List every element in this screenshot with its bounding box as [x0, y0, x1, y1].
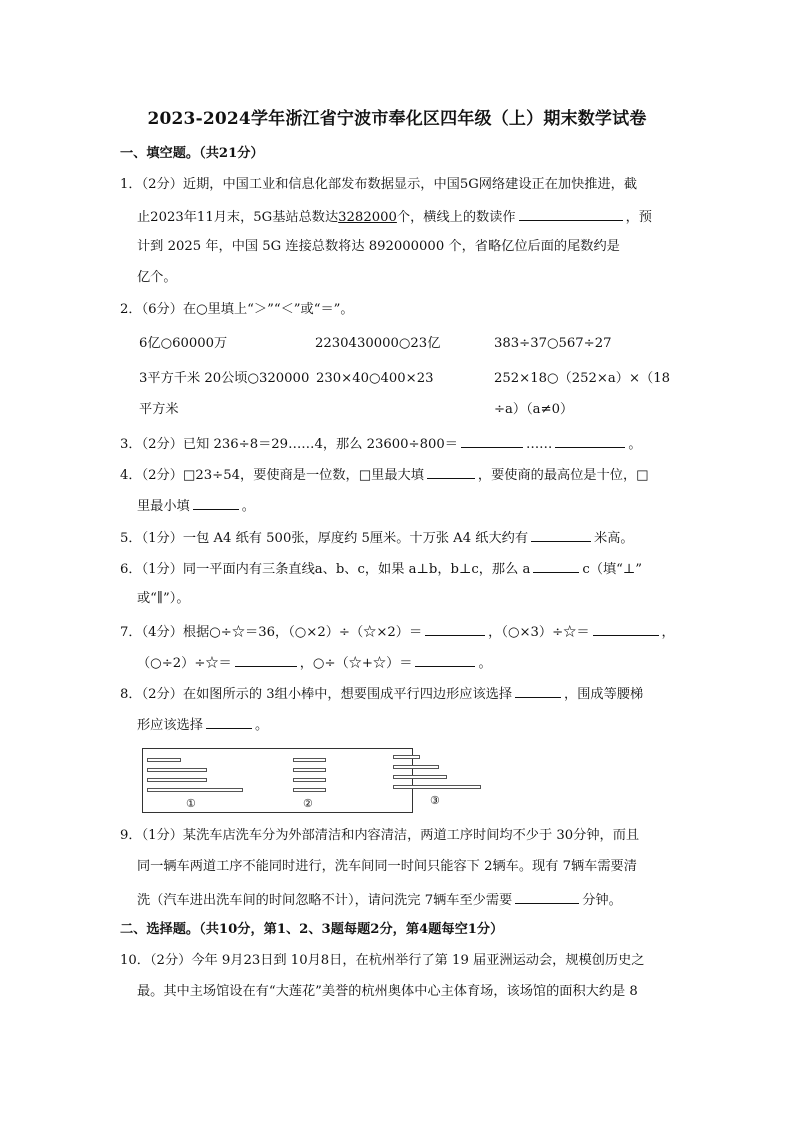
q9-text-b: 分钟。 — [582, 893, 622, 908]
q2-compare-3: 383÷37○567÷27 — [494, 336, 612, 351]
q1-text-b: 个，横线上的数读作 — [396, 210, 516, 225]
q8-text-a: 8．（2分）在如图所示的 3组小棒中，想要围成平行四边形应该选择 — [120, 687, 513, 702]
q2-compare-2: 2230430000○23亿 — [315, 336, 441, 351]
q3-text-b: …… — [525, 437, 553, 452]
q2-compare-4: 3平方千米 20公顷○320000 — [139, 371, 310, 386]
q6-line-2: 或“∥”）。 — [137, 591, 190, 606]
group-label-3: ③ — [430, 794, 440, 807]
q4-text-b: ，要使商的最高位是十位，□ — [477, 468, 649, 483]
q7-line-2 — [137, 653, 492, 673]
stick-group2-d — [293, 788, 326, 792]
q7-answer-blank-3[interactable] — [235, 653, 297, 667]
q7-text-c: ， — [661, 625, 675, 640]
q7-text-f: 。 — [478, 656, 492, 671]
q1-text-d: 亿个。 — [137, 270, 177, 285]
q2-compare-6-cont: ÷a）（a≠0） — [494, 402, 574, 417]
q7-answer-blank-1[interactable] — [425, 622, 485, 636]
q2-compare-4-cont: 平方米 — [139, 402, 179, 417]
stick-group1-c — [147, 778, 207, 782]
q9-answer-blank[interactable] — [515, 890, 579, 904]
q4-text-c: 里最小填 — [137, 499, 190, 514]
group-label-1: ① — [186, 797, 196, 810]
q4-answer-blank-1[interactable] — [427, 465, 475, 479]
q3-quotient-blank[interactable] — [461, 434, 523, 448]
q8-line-2 — [137, 715, 268, 735]
stick-group1-b — [147, 768, 207, 772]
q3-line — [120, 434, 642, 454]
q9-line-2: 同一辆车两道工序不能同时进行，洗车间同一时间只能容下 2辆车。现有 7辆车需要清 — [137, 859, 637, 874]
stick-group3-d — [393, 785, 481, 789]
q5-line — [120, 528, 634, 548]
q7-text-e: ，○÷（☆+☆）＝ — [299, 656, 413, 671]
q1-line-4 — [137, 269, 177, 287]
q3-remainder-blank[interactable] — [555, 434, 625, 448]
q6-answer-blank[interactable] — [533, 559, 579, 573]
q2-line-1: 2．（6分）在○里填上“＞”“＜”或“＝”。 — [120, 302, 354, 317]
q8-line-1 — [120, 684, 643, 704]
stick-group1-a — [147, 758, 181, 762]
sticks-figure — [142, 748, 440, 813]
q7-text-d: （○÷2）÷☆＝ — [137, 656, 232, 671]
q6-line-1 — [120, 559, 642, 579]
q8-text-b: ，围成等腰梯 — [564, 687, 644, 702]
q1-underlined-number: 3282000 — [338, 210, 397, 225]
q5-text-b: 米高。 — [594, 531, 634, 546]
exam-title: 2023-2024学年浙江省宁波市奉化区四年级（上）期末数学试卷 — [147, 109, 647, 129]
q8-text-c: 形应该选择 — [137, 718, 203, 733]
q1-line-2 — [137, 207, 652, 227]
q4-line-2 — [137, 496, 255, 516]
q10-line-2: 最。其中主场馆设在有“大莲花”美誉的杭州奥体中心主体育场，该场馆的面积大约是 8 — [137, 984, 638, 999]
q4-line-1 — [120, 465, 649, 485]
q4-answer-blank-2[interactable] — [193, 496, 239, 510]
q4-text-d: 。 — [241, 499, 255, 514]
q4-text-a: 4．（2分）□23÷54，要使商是一位数，□里最大填 — [120, 468, 424, 483]
q2-compare-6: 252×18○（252×a）×（18 — [494, 371, 670, 386]
group-label-2: ② — [303, 797, 313, 810]
q7-line-1 — [120, 622, 675, 642]
q5-answer-blank[interactable] — [531, 528, 591, 542]
q1-line-3: 计到 2025 年，中国 5G 连接总数将达 892000000 个，省略亿位后面的尾数约是 — [137, 239, 620, 254]
q7-answer-blank-4[interactable] — [415, 653, 475, 667]
q3-text-a: 3．（2分）已知 236÷8＝29……4，那么 23600÷800＝ — [120, 437, 458, 452]
q6-text-a: 6．（1分）同一平面内有三条直线a、b、c，如果 a⊥b，b⊥c，那么 a — [120, 562, 531, 577]
q2-compare-1: 6亿○60000万 — [139, 336, 228, 351]
q9-text-a: 洗（汽车进出洗车间的时间忽略不计），请问洗完 7辆车至少需要 — [137, 893, 513, 908]
q8-answer-blank-2[interactable] — [206, 715, 252, 729]
q1-line-1: 1．（2分）近期，中国工业和信息化部发布数据显示，中国5G网络建设正在加快推进，截 — [120, 177, 638, 192]
q8-answer-blank-1[interactable] — [515, 684, 561, 698]
q1-answer-blank-1[interactable] — [519, 207, 623, 221]
q6-text-b: c（填“⊥” — [582, 562, 643, 577]
q9-line-1: 9．（1分）某洗车店洗车分为外部清洁和内容清洁，两道工序时间均不少于 30分钟，而且 — [120, 828, 640, 843]
stick-group3-a — [393, 755, 420, 759]
q5-text-a: 5．（1分）一包 A4 纸有 500张，厚度约 5厘米。十万张 A4 纸大约有 — [120, 531, 529, 546]
section-fill-in-heading: 一、填空题。（共21分） — [120, 146, 264, 161]
q10-line-1: 10．（2分）今年 9月23日到 10月8日，在杭州举行了第 19 届亚洲运动会，规模创历史之 — [120, 953, 645, 968]
stick-group2-c — [293, 778, 326, 782]
stick-group3-c — [393, 775, 447, 779]
q1-text-a: 止2023年11月末，5G基站总数达 — [137, 210, 339, 225]
stick-group3-b — [393, 765, 439, 769]
q7-text-a: 7．（4分）根据○÷☆＝36，（○×2）÷（☆×2）＝ — [120, 625, 423, 640]
stick-group2-a — [293, 758, 326, 762]
q7-text-b: ，（○×3）÷☆＝ — [488, 625, 590, 640]
q9-line-3 — [137, 890, 622, 910]
section-choice-heading: 二、选择题。（共10分，第1、2、3题每题2分，第4题每空1分） — [120, 922, 504, 937]
stick-group2-b — [293, 768, 326, 772]
q2-compare-5: 230×40○400×23 — [316, 371, 434, 386]
stick-group1-d — [147, 788, 243, 792]
q3-text-c: 。 — [628, 437, 642, 452]
q1-text-c: ，预 — [625, 210, 652, 225]
q8-text-d: 。 — [254, 718, 269, 733]
q7-answer-blank-2[interactable] — [593, 622, 659, 636]
